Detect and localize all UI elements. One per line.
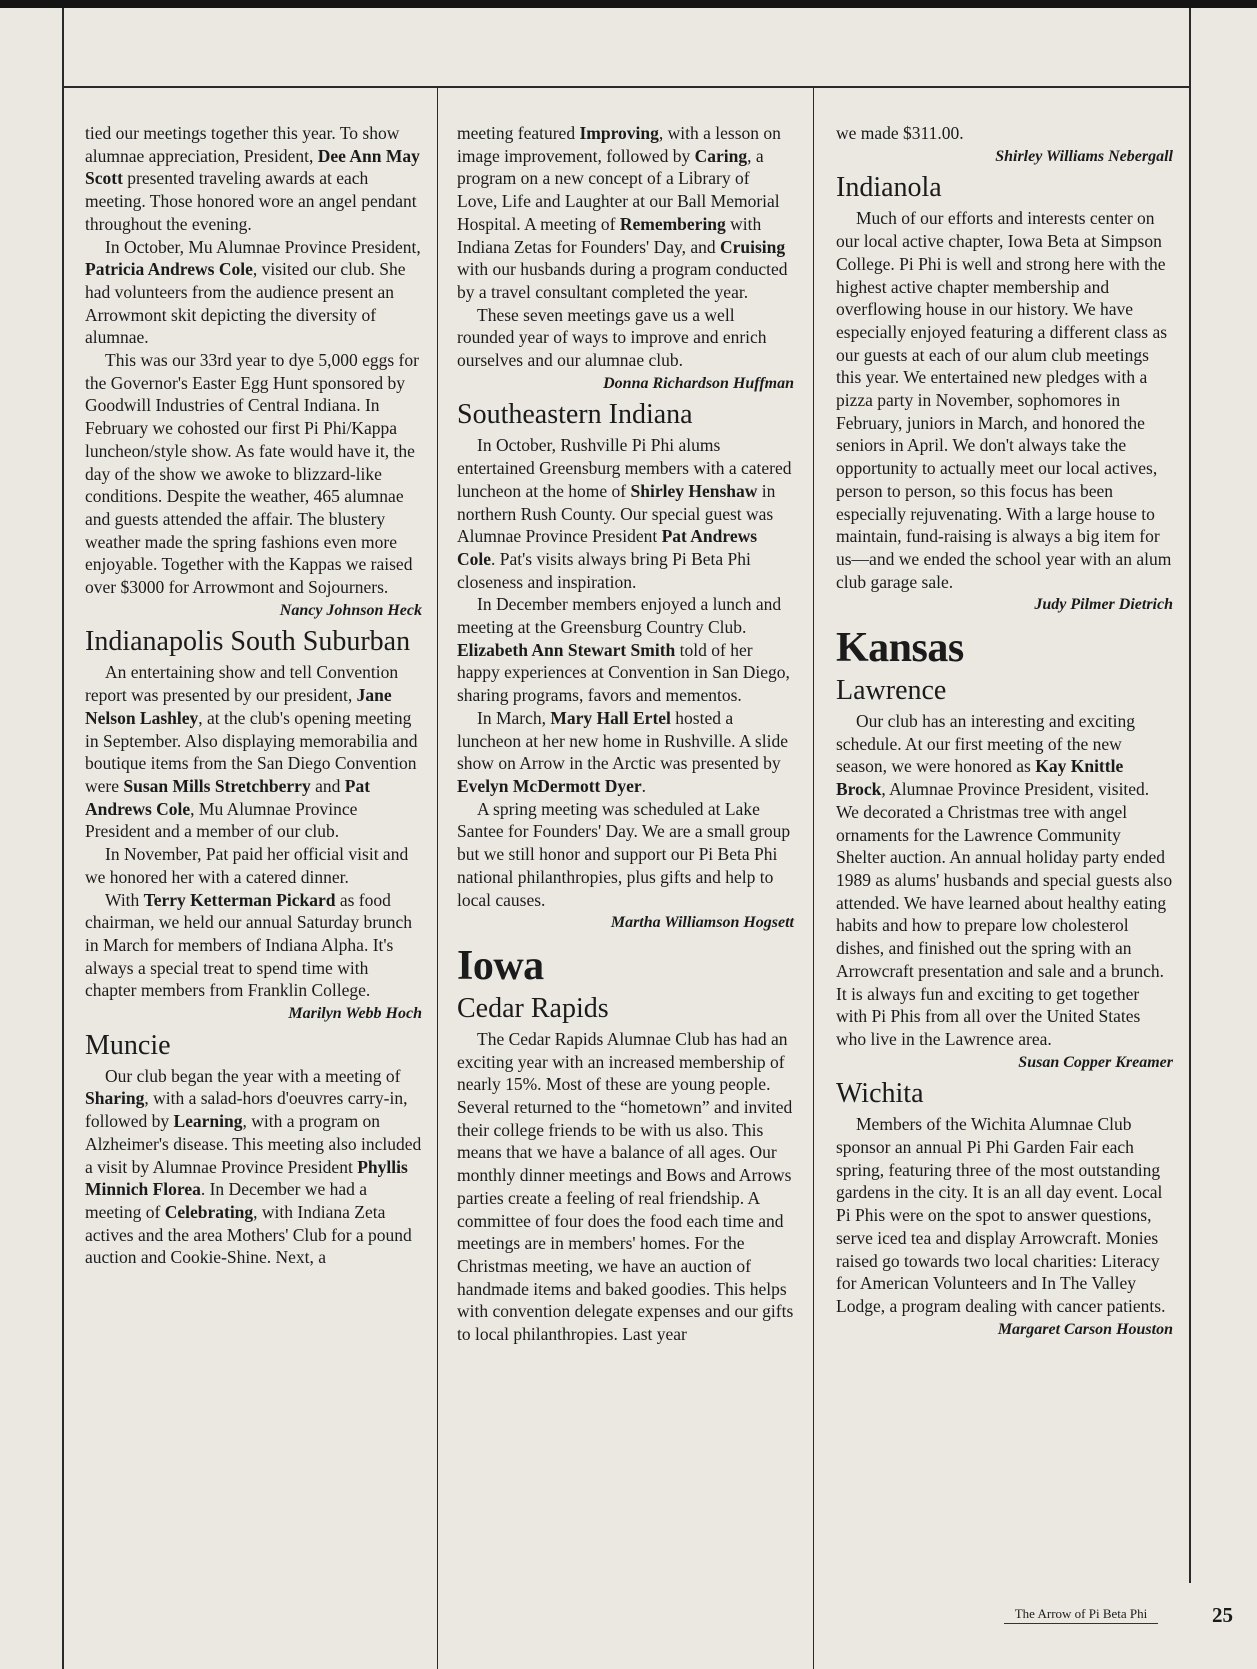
author-signature: Shirley Williams Nebergall [995, 147, 1173, 165]
text-run: as food chairman, we held our annual Saturday brunch in March for members of Indiana Alpha. It's always a special treat to spend time with chapter members from Franklin College. [85, 889, 413, 1001]
page-number: 25 [1212, 1603, 1233, 1627]
paragraph [85, 661, 422, 843]
member-name: Evelyn McDermott Dyer [457, 775, 642, 796]
chapter-heading: Lawrence [836, 675, 947, 707]
text-run: , visited our club. She had volunteers from the audience present an Arrowmont skit depicting the diversity of alumnae. [85, 259, 406, 348]
text-run: , a program on a new concept of a Library of Love, Life and Laughter at our Ball Memorial Hospital. A meeting of [457, 145, 780, 234]
member-name: Improving [579, 123, 659, 143]
member-name: Jane Nelson Lashley [85, 685, 392, 728]
text-run: In December members enjoyed a lunch and meeting at the Greensburg Country Club. [457, 594, 782, 638]
text-run: , Alumnae Province President, visited. We decorated a Christmas tree with angel ornaments for the Lawrence Community Shelter auction. An annual holiday party ended 1989 as alums' husbands and special guests also attended. We have learned about healthy eating habits and how to prepare low cholesterol dishes, and finished out the spring with an Arrowcraft presentation and sale and a brunch. It is always fun and exciting to get together with Pi Phis from all over the United States who live in the Lawrence area. [836, 779, 1173, 1049]
member-name: Remembering [619, 213, 726, 234]
member-name: Dee Ann May Scott [85, 145, 420, 189]
text-run: With [105, 889, 144, 910]
paragraph [457, 593, 794, 707]
author-signature: Martha Williamson Hogsett [610, 914, 794, 932]
member-name: Elizabeth Ann Stewart Smith [457, 639, 676, 660]
text-run: In March, [477, 707, 551, 728]
paragraph [457, 434, 794, 593]
paragraph [836, 122, 1173, 145]
paragraph [457, 707, 794, 798]
text-run: In November, Pat paid her official visit and we honored her with a catered dinner. [85, 844, 409, 887]
text-run: In October, Mu Alumnae Province President, [105, 236, 421, 257]
text-run: and [310, 775, 345, 796]
text-run: . In December we had a meeting of [85, 1179, 368, 1222]
member-name: Phyllis Minnich Florea [85, 1156, 408, 1200]
text-run: , at the club's opening meeting in September. Also displaying memorabilia and boutique items from the San Diego Convention were [85, 707, 418, 796]
member-name: Pat Andrews Cole [457, 526, 758, 569]
text-run: , with a salad-hors d'oeuvres carry-in, followed by [85, 1088, 408, 1132]
text-run: hosted a luncheon at her new home in Rushville. A slide show on Arrow in the Arctic was presented by [457, 707, 788, 774]
paragraph [85, 889, 422, 1003]
paragraph [85, 1065, 422, 1269]
author-signature: Judy Pilmer Dietrich [1034, 596, 1173, 614]
text-run: . [641, 775, 647, 796]
paragraph [457, 1028, 794, 1346]
text-run: Members of the Wichita Alumnae Club sponsor an annual Pi Phi Garden Fair each spring, featuring three of the most outstanding gardens in the city. It is an all day event. Local Pi Phis were on the spot to answer questions, serve iced tea and display Arrowcraft. Monies raised go towards two local charities: Literacy for American Volunteers and In The Valley Lodge, a program dealing with cancer patients. [836, 1114, 1166, 1316]
frame-right-rule [1189, 8, 1191, 1583]
state-heading: Kansas [836, 625, 964, 672]
footer-rule [1004, 1623, 1158, 1624]
text-run: This was our 33rd year to dye 5,000 eggs for the Governor's Easter Egg Hunt sponsored by Goodwill Industries of Central Indiana. In February we cohosted our first Pi Phi/Kappa luncheon/style show. As fate would have it, the day of the show we awoke to blizzard-like conditions. Despite the weather, 465 alumnae and guests attended the affair. The blustery weather made the spring fashions even more enjoyable. Together with the Kappas we raised over $3000 for Arrowmont and Sojourners. [85, 350, 419, 598]
chapter-heading: Wichita [836, 1078, 924, 1110]
text-run: In October, Rushville Pi Phi alums entertained Greensburg members with a catered luncheon at the home of [457, 435, 792, 501]
member-name: Terry Ketterman Pickard [143, 889, 336, 910]
text-run: , Mu Alumnae Province President and a member of our club. [85, 798, 358, 842]
paragraph [85, 843, 422, 888]
text-run: The Cedar Rapids Alumnae Club has had an exciting year with an increased membership of nearly 15%. Most of these are young people. Several returned to the “hometown” and invited their college friends to be with us also. This means that we have a balance of all ages. Our monthly dinner meetings and Bows and Arrows parties create a feeling of real friendship. A committee of four does the food each time and meetings are in members' homes. For the Christmas meeting, we have an auction of handmade items and baked goodies. This helps with convention delegate expenses and our gifts to local philanthropies. Last year [457, 1028, 794, 1345]
paragraph [457, 122, 794, 304]
text-run: meeting featured [457, 123, 580, 143]
member-name: Caring [694, 145, 748, 166]
paragraph [836, 710, 1173, 1051]
paragraph [457, 798, 794, 912]
header-rule [62, 86, 1191, 88]
text-run: . Pat's visits always bring Pi Beta Phi closeness and inspiration. [457, 548, 751, 592]
text-run: , with Indiana Zeta actives and the area Mothers' Club for a pound auction and Cookie-Shine. Next, a [85, 1201, 412, 1268]
text-run: told of her happy experiences at Convention in San Diego, sharing programs, favors and mementos. [457, 639, 790, 706]
column-2 [457, 122, 794, 1346]
author-signature: Margaret Carson Houston [997, 1320, 1173, 1338]
member-name: Sharing [85, 1088, 145, 1109]
column-1 [85, 122, 422, 1269]
member-name: Learning [173, 1111, 243, 1132]
text-run: tied our meetings together this year. To show alumnae appreciation, President, [85, 123, 400, 166]
text-run: we made $311.00. [836, 123, 964, 143]
member-name: Pat Andrews Cole [85, 775, 371, 819]
chapter-heading: Indianapolis South Suburban [85, 626, 411, 658]
author-signature: Marilyn Webb Hoch [288, 1005, 422, 1023]
frame-left-rule [62, 8, 64, 1669]
text-run: A spring meeting was scheduled at Lake Santee for Founders' Day. We are a small group but we still honor and support our Pi Beta Phi national philanthropies, plus gifts and help to local causes. [457, 798, 791, 910]
member-name: Patricia Andrews Cole [85, 259, 253, 280]
author-signature: Donna Richardson Huffman [603, 374, 794, 392]
paragraph [836, 1113, 1173, 1317]
text-run: An entertaining show and tell Convention report was presented by our president, [85, 662, 399, 706]
text-run: , with a program on Alzheimer's disease. This meeting also included a visit by Alumnae Province President [85, 1111, 422, 1177]
member-name: Mary Hall Ertel [550, 707, 671, 728]
paragraph [836, 207, 1173, 593]
member-name: Susan Mills Stretchberry [123, 775, 311, 796]
footer-publication: The Arrow of Pi Beta Phi [1014, 1606, 1148, 1621]
text-run: presented traveling awards at each meeting. Those honored wore an angel pendant throughout the evening. [85, 168, 417, 234]
text-run: in northern Rush County. Our special guest was Alumnae Province President [457, 480, 776, 547]
column-rule-2 [813, 88, 814, 1669]
author-signature: Nancy Johnson Heck [279, 601, 422, 619]
state-heading: Iowa [457, 942, 544, 989]
chapter-heading: Cedar Rapids [457, 992, 609, 1024]
paragraph [85, 122, 422, 236]
text-run: with our husbands during a program conducted by a travel consultant completed the year. [457, 259, 788, 302]
text-run: These seven meetings gave us a well rounded year of ways to improve and enrich ourselves and our alumnae club. [457, 304, 767, 371]
column-rule-1 [437, 88, 438, 1669]
member-name: Celebrating [164, 1201, 254, 1222]
text-run: Much of our efforts and interests center on our local active chapter, Iowa Beta at Simpson College. Pi Phi is well and strong here with the highest active chapter membership and overflowing house in our history. We have especially enjoyed featuring a different class as our guests at each of our alum club meetings this year. We entertained new pledges with a pizza party in November, sophomores in February, juniors in March, and honored the seniors in April. We don't always take the opportunity to actually meet our local actives, person to person, so this focus has been especially rejuvenating. With a large house to maintain, fund-raising is always a big item for us—and we ended the school year with an alum club garage sale. [836, 208, 1172, 592]
top-border [0, 0, 1257, 8]
text-run: , with a lesson on image improvement, followed by [457, 123, 781, 166]
column-3 [836, 122, 1173, 1344]
member-name: Cruising [719, 236, 786, 257]
text-run: with Indiana Zetas for Founders' Day, and [457, 213, 762, 257]
member-name: Kay Knittle Brock [836, 756, 1124, 800]
member-name: Shirley Henshaw [630, 480, 758, 501]
paragraph [85, 236, 422, 350]
text-run: Our club began the year with a meeting of [105, 1065, 401, 1086]
paragraph [85, 349, 422, 599]
text-run: Our club has an interesting and exciting schedule. At our first meeting of the new season, we were honored as [836, 711, 1135, 777]
chapter-heading: Muncie [85, 1029, 171, 1061]
author-signature: Susan Copper Kreamer [1018, 1053, 1173, 1071]
chapter-heading: Southeastern Indiana [457, 399, 693, 431]
paragraph [457, 304, 794, 372]
chapter-heading: Indianola [836, 172, 942, 204]
